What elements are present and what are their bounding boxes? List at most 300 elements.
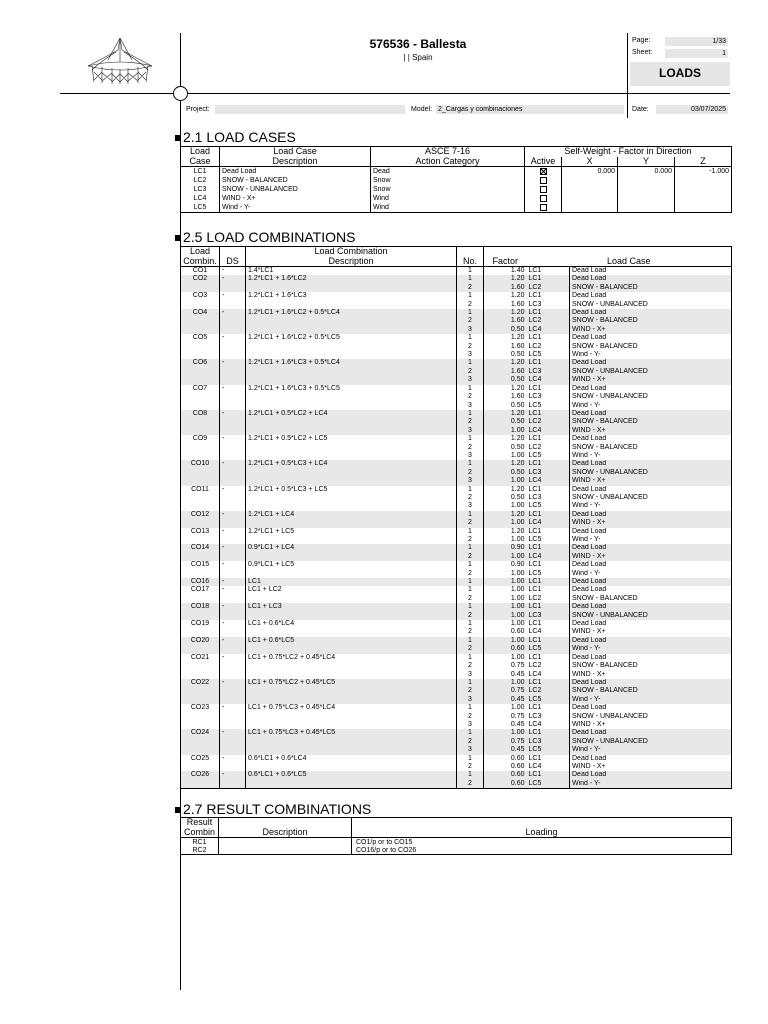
combination-item-no: 3: [457, 427, 484, 435]
combination-loadcase-desc: WIND - X+: [570, 721, 732, 729]
combination-factor: 1.00: [484, 427, 527, 435]
lc-active[interactable]: [525, 185, 562, 194]
combination-item-no: 2: [457, 343, 484, 351]
combination-factor: 1.00: [484, 654, 527, 662]
combination-factor: 1.60: [484, 393, 527, 401]
combination-description-cont: [246, 301, 457, 309]
combination-item-no: 2: [457, 780, 484, 789]
combination-description-cont: [246, 452, 457, 460]
combination-ds: -: [220, 511, 246, 519]
combination-item-no: 2: [457, 713, 484, 721]
combination-loadcase-desc: Dead Load: [570, 435, 732, 443]
combination-factor: 1.00: [484, 620, 527, 628]
lc-active[interactable]: [525, 167, 562, 177]
combination-row: [181, 721, 732, 729]
combination-item-no: 2: [457, 738, 484, 746]
lc-description: SNOW - UNBALANCED: [220, 185, 371, 194]
combination-description-cont: [246, 317, 457, 325]
combination-loadcase-desc: Wind - Y-: [570, 780, 732, 789]
combination-item-no: 2: [457, 763, 484, 771]
combination-description-cont: [246, 477, 457, 485]
combination-loadcase-desc: Dead Load: [570, 755, 732, 763]
co-header-ds-top: [220, 247, 246, 257]
combination-id: CO6: [181, 359, 220, 367]
combination-row: [181, 662, 732, 670]
combination-loadcase-desc: WIND - X+: [570, 671, 732, 679]
combination-loadcase-desc: Dead Load: [570, 528, 732, 536]
combination-loadcase-id: LC4: [527, 427, 570, 435]
combination-item-no: 1: [457, 511, 484, 519]
combination-id-cont: [181, 452, 220, 460]
combination-loadcase-desc: SNOW - UNBALANCED: [570, 494, 732, 502]
combination-description: LC1 + 0.75*LC3 + 0.45*LC4: [246, 704, 457, 712]
combination-item-no: 3: [457, 721, 484, 729]
combination-description-cont: [246, 713, 457, 721]
combination-id-cont: [181, 317, 220, 325]
lc-id: LC1: [181, 167, 220, 177]
combination-ds-cont: [220, 746, 246, 754]
lc-y: [618, 203, 675, 213]
combination-row: [181, 729, 732, 737]
co-header-factor-top: [484, 247, 527, 257]
combination-item-no: 1: [457, 460, 484, 468]
combination-ds-cont: [220, 427, 246, 435]
combination-loadcase-desc: Dead Load: [570, 603, 732, 611]
combination-loadcase-id: LC3: [527, 301, 570, 309]
tent-logo-icon: [82, 36, 158, 86]
combination-item-no: 1: [457, 729, 484, 737]
load-case-row: [181, 185, 732, 194]
combination-description: 1.2*LC1 + LC5: [246, 528, 457, 536]
combination-ds: -: [220, 544, 246, 552]
combination-ds: -: [220, 755, 246, 763]
combination-row: [181, 402, 732, 410]
combination-id-cont: [181, 628, 220, 636]
combination-ds: -: [220, 275, 246, 283]
combination-row: [181, 376, 732, 384]
lc-header-selfweight: Self-Weight - Factor in Direction: [525, 147, 732, 157]
combination-factor: 0.60: [484, 763, 527, 771]
combination-description-cont: [246, 326, 457, 334]
combination-ds-cont: [220, 368, 246, 376]
combination-loadcase-id: LC1: [527, 267, 570, 276]
combination-id-cont: [181, 477, 220, 485]
combination-loadcase-id: LC3: [527, 368, 570, 376]
combination-loadcase-desc: Dead Load: [570, 410, 732, 418]
combination-factor: 1.20: [484, 460, 527, 468]
combination-id-cont: [181, 612, 220, 620]
combination-description-cont: [246, 780, 457, 789]
combination-description: 1.2*LC1 + 1.6*LC3: [246, 292, 457, 300]
combination-item-no: 3: [457, 402, 484, 410]
combination-loadcase-desc: Dead Load: [570, 771, 732, 779]
combination-id: CO14: [181, 544, 220, 552]
combination-factor: 1.20: [484, 410, 527, 418]
combination-loadcase-id: LC1: [527, 561, 570, 569]
rc-header-loading-top: [352, 818, 732, 828]
combination-loadcase-desc: Wind - Y-: [570, 696, 732, 704]
combination-ds-cont: [220, 376, 246, 384]
combination-description-cont: [246, 494, 457, 502]
combination-ds: -: [220, 620, 246, 628]
combination-loadcase-id: LC1: [527, 704, 570, 712]
combination-loadcase-desc: SNOW - UNBALANCED: [570, 393, 732, 401]
combination-id-cont: [181, 326, 220, 334]
lc-description: WIND - X+: [220, 194, 371, 203]
page-label: Page:: [632, 37, 651, 44]
lc-active[interactable]: [525, 194, 562, 203]
combination-loadcase-id: LC5: [527, 645, 570, 653]
lc-z: [675, 203, 732, 213]
combination-factor: 0.75: [484, 687, 527, 695]
lc-id: LC2: [181, 176, 220, 185]
combination-loadcase-id: LC3: [527, 713, 570, 721]
combination-loadcase-id: LC4: [527, 721, 570, 729]
combination-id-cont: [181, 393, 220, 401]
combination-ds: -: [220, 654, 246, 662]
sheet-value: 1: [665, 49, 728, 58]
combination-row: [181, 687, 732, 695]
combination-factor: 1.00: [484, 536, 527, 544]
combination-id-cont: [181, 494, 220, 502]
result-combination-row: [181, 846, 732, 855]
lc-active[interactable]: [525, 176, 562, 185]
combination-row: [181, 435, 732, 443]
combination-description-cont: [246, 553, 457, 561]
combination-row: [181, 612, 732, 620]
combination-loadcase-id: LC3: [527, 393, 570, 401]
header-divider-line: [60, 93, 730, 94]
combination-ds-cont: [220, 763, 246, 771]
combination-loadcase-id: LC3: [527, 738, 570, 746]
combination-loadcase-desc: Wind - Y-: [570, 402, 732, 410]
load-combinations-title-text: 2.5 LOAD COMBINATIONS: [183, 229, 356, 245]
combination-description: LC1 + LC2: [246, 586, 457, 594]
co-header-load: Load: [181, 247, 220, 257]
combination-loadcase-id: LC2: [527, 317, 570, 325]
combination-factor: 0.45: [484, 696, 527, 704]
combination-loadcase-id: LC5: [527, 502, 570, 510]
lc-category: Wind: [371, 203, 525, 213]
combination-description-cont: [246, 570, 457, 578]
combination-id: CO8: [181, 410, 220, 418]
combination-item-no: 2: [457, 628, 484, 636]
combination-loadcase-id: LC3: [527, 494, 570, 502]
combination-row: [181, 595, 732, 603]
combination-loadcase-desc: WIND - X+: [570, 477, 732, 485]
lc-id: LC3: [181, 185, 220, 194]
combination-loadcase-desc: WIND - X+: [570, 326, 732, 334]
combination-item-no: 2: [457, 536, 484, 544]
combination-description-cont: [246, 343, 457, 351]
combination-id-cont: [181, 351, 220, 359]
combination-loadcase-desc: SNOW - BALANCED: [570, 662, 732, 670]
combination-description: 1.2*LC1 + 0.5*LC3 + LC4: [246, 460, 457, 468]
combination-id-cont: [181, 376, 220, 384]
combination-description-cont: [246, 427, 457, 435]
combination-loadcase-desc: WIND - X+: [570, 519, 732, 527]
combination-factor: 1.00: [484, 477, 527, 485]
combination-loadcase-desc: SNOW - BALANCED: [570, 444, 732, 452]
combination-id: CO23: [181, 704, 220, 712]
combination-id: CO17: [181, 586, 220, 594]
combination-factor: 0.50: [484, 376, 527, 384]
combination-description-cont: [246, 746, 457, 754]
load-case-row: [181, 167, 732, 177]
result-combinations-table: [180, 817, 732, 855]
combination-loadcase-id: LC5: [527, 780, 570, 789]
combination-ds-cont: [220, 301, 246, 309]
combination-description: 1.2*LC1 + 1.6*LC2: [246, 275, 457, 283]
combination-loadcase-desc: SNOW - UNBALANCED: [570, 469, 732, 477]
combination-ds: -: [220, 729, 246, 737]
combination-row: [181, 351, 732, 359]
load-case-row: [181, 194, 732, 203]
combination-description-cont: [246, 721, 457, 729]
document-title: 576536 - Ballesta: [369, 37, 467, 51]
combination-loadcase-id: LC1: [527, 359, 570, 367]
combination-loadcase-desc: SNOW - BALANCED: [570, 317, 732, 325]
combination-loadcase-desc: Dead Load: [570, 679, 732, 687]
combination-loadcase-desc: Wind - Y-: [570, 351, 732, 359]
combination-item-no: 2: [457, 469, 484, 477]
combination-loadcase-desc: Dead Load: [570, 578, 732, 586]
combination-factor: 1.00: [484, 637, 527, 645]
combination-item-no: 2: [457, 301, 484, 309]
combination-ds-cont: [220, 326, 246, 334]
combination-factor: 0.45: [484, 671, 527, 679]
combination-id-cont: [181, 444, 220, 452]
combination-ds-cont: [220, 780, 246, 789]
combination-loadcase-id: LC2: [527, 284, 570, 292]
combination-description: 1.2*LC1 + 0.5*LC2 + LC4: [246, 410, 457, 418]
combination-ds-cont: [220, 502, 246, 510]
combination-loadcase-id: LC5: [527, 570, 570, 578]
combination-loadcase-desc: SNOW - UNBALANCED: [570, 301, 732, 309]
combination-loadcase-desc: SNOW - UNBALANCED: [570, 368, 732, 376]
combination-factor: 1.40: [484, 267, 527, 276]
combination-ds-cont: [220, 519, 246, 527]
checkbox-checked-icon[interactable]: [540, 168, 547, 175]
combination-id-cont: [181, 427, 220, 435]
combination-row: [181, 704, 732, 712]
co-header-no: No.: [457, 257, 484, 267]
combination-ds-cont: [220, 393, 246, 401]
combination-loadcase-desc: Dead Load: [570, 309, 732, 317]
checkbox-unchecked-icon[interactable]: [540, 186, 547, 193]
combination-factor: 1.00: [484, 452, 527, 460]
rc-header-combin: Combin: [181, 828, 219, 838]
combination-loadcase-desc: WIND - X+: [570, 763, 732, 771]
combination-row: [181, 393, 732, 401]
combination-row: [181, 494, 732, 502]
combination-loadcase-id: LC1: [527, 637, 570, 645]
combination-id: CO15: [181, 561, 220, 569]
combination-loadcase-id: LC4: [527, 628, 570, 636]
combination-row: [181, 553, 732, 561]
checkbox-unchecked-icon[interactable]: [540, 177, 547, 184]
lc-z: [675, 194, 732, 203]
combination-loadcase-desc: Wind - Y-: [570, 746, 732, 754]
combination-description-cont: [246, 519, 457, 527]
combination-row: [181, 578, 732, 586]
combination-ds: -: [220, 435, 246, 443]
combination-ds: -: [220, 460, 246, 468]
section-title-box: LOADS: [630, 62, 730, 86]
combination-ds-cont: [220, 738, 246, 746]
model-value: 2_Cargas y combinaciones: [436, 105, 624, 114]
project-label: Project:: [186, 106, 210, 113]
project-value: [215, 105, 405, 114]
combination-loadcase-desc: Dead Load: [570, 586, 732, 594]
co-header-description: Description: [246, 257, 457, 267]
combination-factor: 1.20: [484, 486, 527, 494]
combination-loadcase-id: LC1: [527, 755, 570, 763]
combination-loadcase-desc: SNOW - BALANCED: [570, 687, 732, 695]
combination-ds-cont: [220, 662, 246, 670]
combination-item-no: 1: [457, 586, 484, 594]
combination-loadcase-id: LC1: [527, 679, 570, 687]
combination-item-no: 2: [457, 553, 484, 561]
lc-header-action-category: Action Category: [371, 157, 525, 167]
combination-item-no: 3: [457, 502, 484, 510]
combination-row: [181, 511, 732, 519]
combination-id-cont: [181, 553, 220, 561]
combination-description: 0.6*LC1 + 0.6*LC5: [246, 771, 457, 779]
combination-ds-cont: [220, 536, 246, 544]
combination-item-no: 2: [457, 662, 484, 670]
combination-row: [181, 477, 732, 485]
combination-factor: 1.20: [484, 292, 527, 300]
combination-factor: 0.50: [484, 418, 527, 426]
combination-item-no: 1: [457, 561, 484, 569]
combination-id: CO22: [181, 679, 220, 687]
combination-item-no: 3: [457, 452, 484, 460]
combination-loadcase-desc: Dead Load: [570, 561, 732, 569]
combination-id-cont: [181, 738, 220, 746]
combination-row: [181, 418, 732, 426]
sheet-label: Sheet:: [632, 49, 653, 56]
combination-ds-cont: [220, 595, 246, 603]
combination-description: 1.2*LC1 + LC4: [246, 511, 457, 519]
combination-item-no: 1: [457, 267, 484, 276]
combination-loadcase-id: LC2: [527, 662, 570, 670]
combination-id-cont: [181, 746, 220, 754]
combination-loadcase-id: LC1: [527, 486, 570, 494]
combination-loadcase-id: LC5: [527, 746, 570, 754]
combination-id-cont: [181, 469, 220, 477]
combination-ds: -: [220, 704, 246, 712]
lc-active[interactable]: [525, 203, 562, 213]
lc-id: LC4: [181, 194, 220, 203]
combination-description: 1.4*LC1: [246, 267, 457, 276]
combination-id: CO18: [181, 603, 220, 611]
combination-loadcase-id: LC1: [527, 729, 570, 737]
combination-loadcase-desc: Dead Load: [570, 654, 732, 662]
combination-loadcase-desc: Dead Load: [570, 511, 732, 519]
combination-loadcase-id: LC1: [527, 410, 570, 418]
combination-item-no: 3: [457, 376, 484, 384]
combination-item-no: 1: [457, 620, 484, 628]
combination-factor: 0.60: [484, 755, 527, 763]
combination-ds-cont: [220, 477, 246, 485]
combination-description: LC1 + 0.75*LC3 + 0.45*LC5: [246, 729, 457, 737]
combination-description-cont: [246, 351, 457, 359]
combination-factor: 1.00: [484, 553, 527, 561]
combination-factor: 0.90: [484, 561, 527, 569]
combination-row: [181, 452, 732, 460]
combination-row: [181, 746, 732, 754]
combination-ds: -: [220, 586, 246, 594]
combination-ds: -: [220, 486, 246, 494]
combination-loadcase-desc: SNOW - UNBALANCED: [570, 738, 732, 746]
lc-category: Dead: [371, 167, 525, 177]
combination-ds-cont: [220, 494, 246, 502]
combination-loadcase-id: LC4: [527, 553, 570, 561]
combination-loadcase-id: LC3: [527, 612, 570, 620]
checkbox-unchecked-icon[interactable]: [540, 204, 547, 211]
combination-row: [181, 637, 732, 645]
load-case-row: [181, 203, 732, 213]
combination-loadcase-desc: SNOW - BALANCED: [570, 343, 732, 351]
combination-ds-cont: [220, 418, 246, 426]
combination-loadcase-desc: Dead Load: [570, 486, 732, 494]
combination-row: [181, 317, 732, 325]
combination-row: [181, 385, 732, 393]
combination-item-no: 2: [457, 595, 484, 603]
lc-description: SNOW - BALANCED: [220, 176, 371, 185]
combination-factor: 1.00: [484, 586, 527, 594]
combination-item-no: 3: [457, 477, 484, 485]
combination-row: [181, 275, 732, 283]
checkbox-unchecked-icon[interactable]: [540, 195, 547, 202]
combination-id-cont: [181, 536, 220, 544]
combination-loadcase-id: LC1: [527, 528, 570, 536]
combination-loadcase-desc: SNOW - BALANCED: [570, 595, 732, 603]
combination-factor: 1.20: [484, 528, 527, 536]
combination-factor: 1.00: [484, 502, 527, 510]
combination-item-no: 1: [457, 435, 484, 443]
lc-x: [562, 194, 618, 203]
combination-row: [181, 570, 732, 578]
combination-loadcase-desc: Dead Load: [570, 292, 732, 300]
co-header-combin: Combin.: [181, 257, 220, 267]
combination-description-cont: [246, 418, 457, 426]
combination-ds-cont: [220, 452, 246, 460]
combination-row: [181, 427, 732, 435]
combination-id: CO10: [181, 460, 220, 468]
combination-loadcase-id: LC5: [527, 536, 570, 544]
lc-id: LC5: [181, 203, 220, 213]
combination-factor: 0.60: [484, 645, 527, 653]
combination-row: [181, 603, 732, 611]
date-value: 03/07/2025: [656, 105, 728, 114]
combination-id-cont: [181, 418, 220, 426]
combination-id: CO3: [181, 292, 220, 300]
lc-header-active: Active: [525, 157, 562, 167]
combination-description: LC1 + LC3: [246, 603, 457, 611]
combination-ds: -: [220, 771, 246, 779]
combination-item-no: 2: [457, 444, 484, 452]
combination-item-no: 1: [457, 486, 484, 494]
load-cases-section-title: [175, 130, 296, 144]
combination-description: LC1: [246, 578, 457, 586]
combination-ds: -: [220, 603, 246, 611]
combination-loadcase-id: LC2: [527, 418, 570, 426]
combination-loadcase-id: LC5: [527, 402, 570, 410]
section-bullet: [175, 807, 181, 813]
lc-header-loadcase: Load Case: [220, 147, 371, 157]
